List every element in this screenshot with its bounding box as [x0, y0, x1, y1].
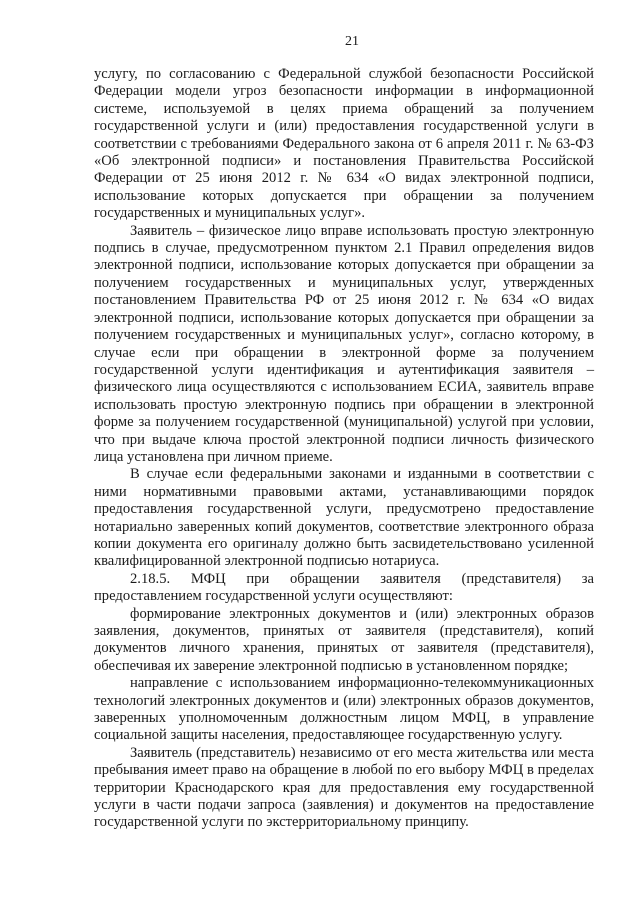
paragraph-2-18-5: 2.18.5. МФЦ при обращении заявителя (представителя) за предоставлением государственной услуги осуществляют:: [94, 570, 594, 605]
paragraph-notarial-copies: В случае если федеральными законами и изданными в соответствии с ними нормативными правовыми актами, устанавливающими порядок предоставления государственной услуги, предусмотрено предоставление нотариально заверенных копий документов, соответствие электронного образа копии документа его оригиналу должно быть засвидетельствовано усиленной квалифицированной электронной подписью нотариуса.: [94, 466, 594, 570]
paragraph-forming-documents: формирование электронных документов и (или) электронных образов заявления, документов, принятых от заявителя (представителя), копий документов личного хранения, принятых от заявителя (представителя), обеспечивая их заверение электронной подписью в установленном порядке;: [94, 605, 594, 674]
page-number: 21: [345, 34, 359, 49]
paragraph-sending-documents: направление с использованием информационно-телекоммуникационных технологий электронных документов и (или) электронных образов документов, заверенных уполномоченным должностным лицом МФЦ, в управление социальной защиты населения, предоставляющее государственную услугу.: [94, 675, 594, 744]
document-body: [94, 66, 594, 832]
paragraph-extraterritorial: Заявитель (представитель) независимо от его места жительства или места пребывания имеет право на обращение в любой по его выбору МФЦ в пределах территории Краснодарского края для предоставления ему государственной услуги в части подачи запроса (заявления) и документов на предоставление государственной услуги по экстерриториальному принципу.: [94, 744, 594, 831]
paragraph-continuation: услугу, по согласованию с Федеральной службой безопасности Российской Федерации модели угроз безопасности информации в информационной системе, используемой в целях приема обращений за получением государственной услуги и (или) предоставления государственной услуги в соответствии с требованиями Федерального закона от 6 апреля 2011 г. № 63-ФЗ «Об электронной подписи» и постановления Правительства Российской Федерации от 25 июня 2012 г. № 634 «О видах электронной подписи, использование которых допускается при обращении за получением государственных и муниципальных услуг».: [94, 66, 594, 222]
paragraph-simple-signature: Заявитель – физическое лицо вправе использовать простую электронную подпись в случае, предусмотренном пунктом 2.1 Правил определения видов электронной подписи, использование которых допускается при обращении за получением государственных и муниципальных услуг, утвержденных постановлением Правительства РФ от 25 июня 2012 г. № 634 «О видах электронной подписи, использование которых допускается при обращении за получением государственных и муниципальных услуг», согласно которому, в случае если при обращении в электронной форме за получением государственной услуги идентификация и аутентификация заявителя – физического лица осуществляются с использованием ЕСИА, заявитель вправе использовать простую электронную подпись при обращении в электронной форме за получением государственной (муниципальной) услугой при условии, что при выдаче ключа простой электронной подписи личность физического лица установлена при личном приеме.: [94, 222, 594, 465]
